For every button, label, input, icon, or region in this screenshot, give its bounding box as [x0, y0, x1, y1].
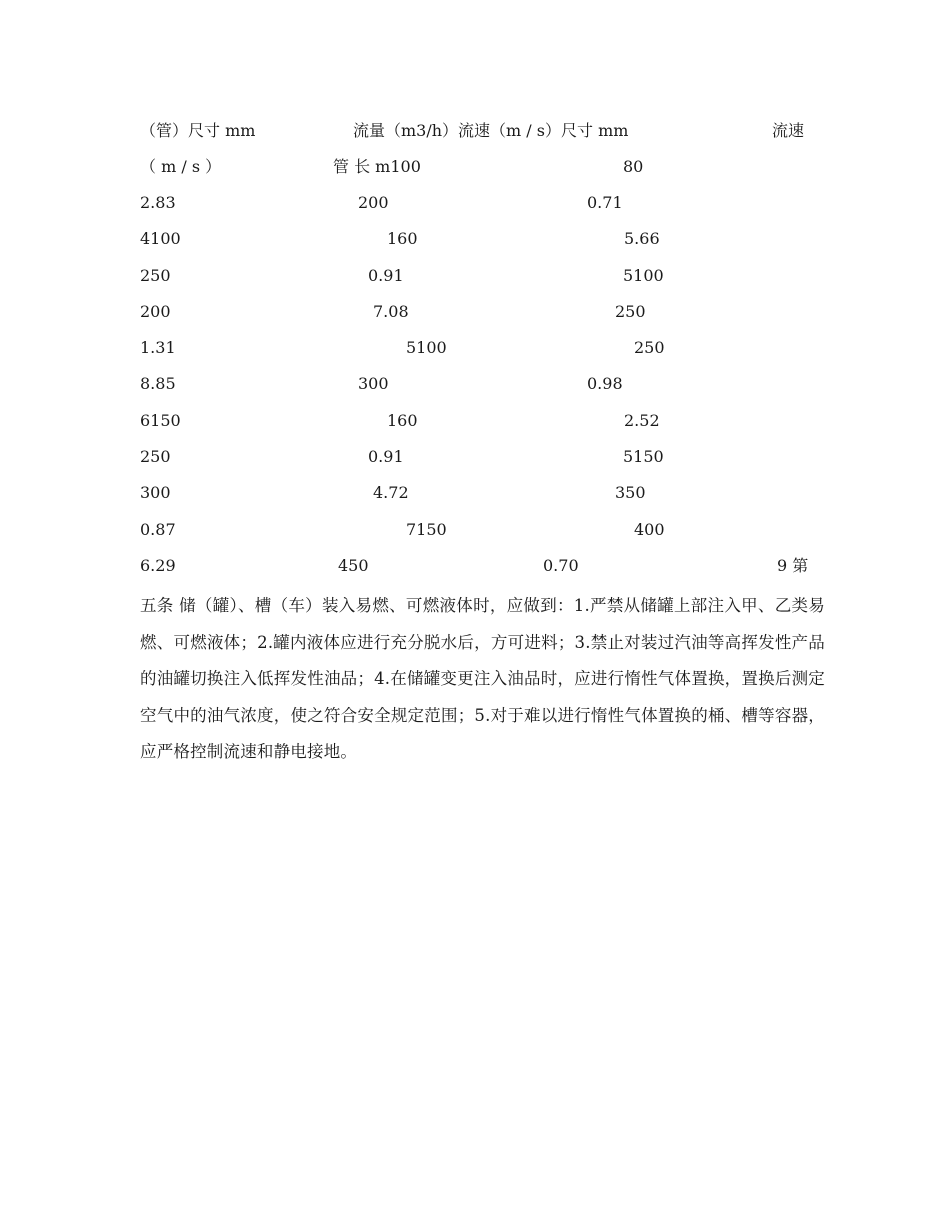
table-row: [140, 512, 820, 548]
table-cell: 2.83: [140, 193, 176, 212]
table-row: [140, 366, 820, 402]
table-cell: 5100: [623, 266, 664, 285]
table-row: [140, 149, 820, 185]
table-cell: 7.08: [373, 302, 409, 321]
table-cell: 5100: [406, 338, 447, 357]
table-cell: 1.31: [140, 338, 176, 357]
table-cell: 流速: [772, 121, 805, 140]
table-cell: （管）尺寸 mm: [140, 121, 256, 140]
table-cell: 6150: [140, 411, 181, 430]
table-cell: （ m / s ）: [140, 157, 222, 176]
table-cell: 250: [140, 266, 171, 285]
table-cell: 7150: [406, 520, 447, 539]
table-cell: 400: [634, 520, 665, 539]
table-cell: 0.87: [140, 520, 176, 539]
table-cell: 350: [615, 483, 646, 502]
table-cell: 200: [140, 302, 171, 321]
table-cell: 2.52: [624, 411, 660, 430]
table-row: [140, 113, 820, 149]
table-row: [140, 330, 820, 366]
table-cell: 200: [358, 193, 389, 212]
table-cell: 300: [140, 483, 171, 502]
table-cell: 6.29: [140, 556, 176, 575]
body-paragraph: 五条 储（罐）、槽（车）装入易燃、可燃液体时，应做到：1.严禁从储罐上部注入甲、乙类易燃、可燃液体；2.罐内液体应进行充分脱水后，方可进料；3.禁止对装过汽油等高挥发性产品的油罐切换注入低挥发性油品；4.在储罐变更注入油品时，应进行惰性气体置换，置换后测定空气中的油气浓度，使之符合安全规定范围；5.对于难以进行惰性气体置换的桶、槽等容器，应严格控制流速和静电接地。: [140, 596, 825, 761]
table-cell: 250: [615, 302, 646, 321]
table-cell: 450: [338, 556, 369, 575]
table-row: [140, 221, 820, 257]
table-cell: 流量（m3/h）流速（m / s）尺寸 mm: [353, 121, 629, 140]
table-cell: 250: [140, 447, 171, 466]
table-cell: 5150: [623, 447, 664, 466]
table-cell: 0.91: [368, 266, 404, 285]
table-cell: 4100: [140, 229, 181, 248]
table-row: [140, 294, 820, 330]
table-cell: 80: [623, 157, 644, 176]
table-cell: 160: [387, 229, 418, 248]
table-row: [140, 548, 820, 584]
table-cell: 0.98: [587, 374, 623, 393]
table-cell: 5.66: [624, 229, 660, 248]
table-row: [140, 475, 820, 511]
table-cell: 250: [634, 338, 665, 357]
table-row: [140, 403, 820, 439]
table-cell: 4.72: [373, 483, 409, 502]
table-row: [140, 185, 820, 221]
table-row: [140, 439, 820, 475]
table-cell: 0.71: [587, 193, 623, 212]
table-cell: 9 第: [777, 556, 809, 575]
table-cell: 160: [387, 411, 418, 430]
table-cell: 0.70: [543, 556, 579, 575]
table-cell: 0.91: [368, 447, 404, 466]
table-cell: 8.85: [140, 374, 176, 393]
table-cell: 管 长 m100: [333, 157, 421, 176]
table-row: [140, 258, 820, 294]
table-cell: 300: [358, 374, 389, 393]
